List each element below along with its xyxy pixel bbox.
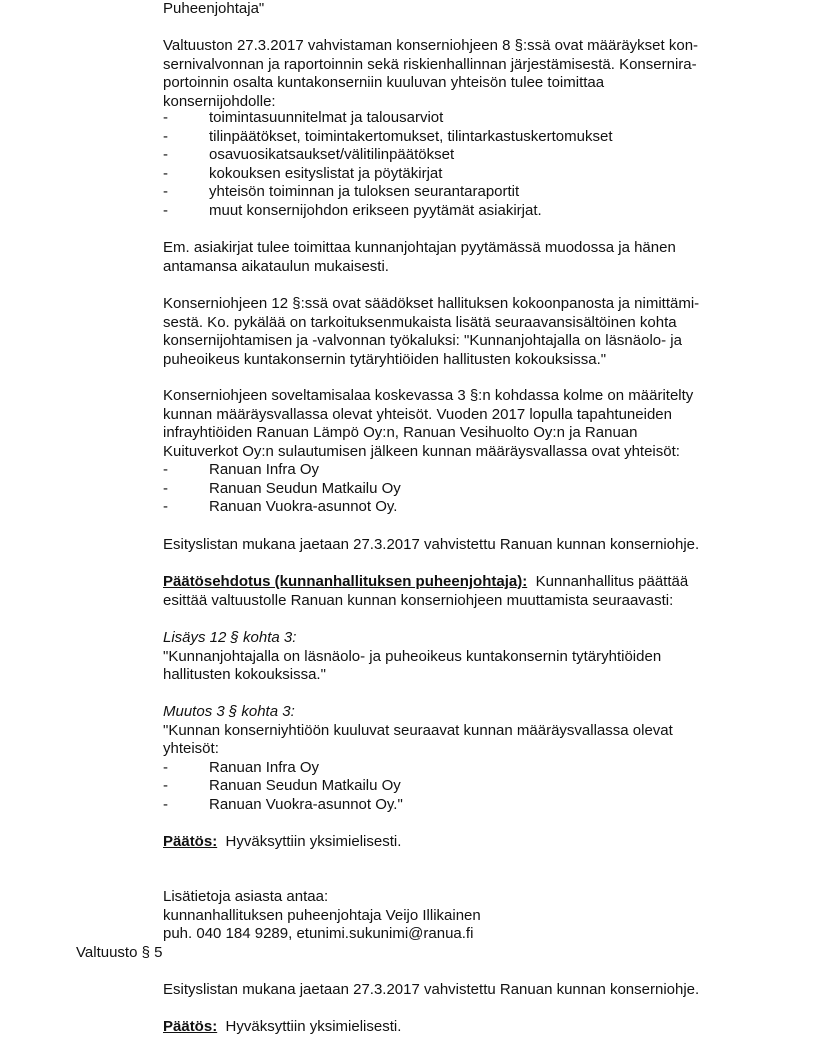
decision-label: Päätös: bbox=[163, 833, 218, 850]
proposal-text: Kunnanhallitus päättää bbox=[535, 573, 689, 590]
text-line: hallitusten kokouksissa." bbox=[163, 666, 326, 683]
amendment-change bbox=[163, 703, 743, 814]
bullet-dash: - bbox=[163, 479, 168, 497]
decision-proposal bbox=[163, 573, 743, 610]
bullet-dash: - bbox=[163, 183, 168, 200]
change-heading: Muutos 3 § kohta 3: bbox=[163, 703, 295, 720]
text-line: konsernijohtamisen ja -valvonnan työkaluksi: "Kunnanjohtajalla on läsnäolo- ja bbox=[163, 332, 682, 349]
text-line: Esityslistan mukana jaetaan 27.3.2017 vahvistettu Ranuan kunnan konserniohje. bbox=[163, 981, 700, 998]
text-line: Puheenjohtaja" bbox=[163, 0, 265, 17]
contact-person: kunnanhallituksen puheenjohtaja Veijo Illikainen bbox=[163, 906, 481, 924]
list-item-text: Ranuan Infra Oy bbox=[209, 758, 320, 776]
text-line: esittää valtuustolle Ranuan kunnan konserniohjeen muuttamista seuraavasti: bbox=[163, 591, 674, 609]
reporting-items-list bbox=[163, 109, 743, 220]
decision-label: Päätös: bbox=[163, 1018, 218, 1035]
text-line: "Kunnan konserniyhtiöön kuuluvat seuraavat kunnan määräysvallassa olevat bbox=[163, 721, 673, 739]
list-item-text: Ranuan Infra Oy bbox=[209, 461, 320, 478]
list-item bbox=[163, 146, 743, 165]
list-item-text: osavuosikatsaukset/välitilinpäätökset bbox=[209, 146, 455, 163]
list-item-text: Ranuan Vuokra-asunnot Oy. bbox=[209, 498, 398, 515]
text-line: kunnan määräysvallassa olevat yhteisöt. Vuoden 2017 lopulla tapahtuneiden bbox=[163, 405, 672, 423]
addition-heading: Lisäys 12 § kohta 3: bbox=[163, 629, 297, 646]
list-item bbox=[163, 183, 743, 202]
council-section-label: Valtuusto § 5 bbox=[76, 944, 163, 961]
contact-info bbox=[163, 888, 743, 944]
text-line bbox=[163, 573, 743, 592]
text-line: Konserniohjeen soveltamisalaa koskevassa 3 §:n kohdassa kolme on määritelty bbox=[163, 387, 694, 404]
bullet-dash: - bbox=[163, 758, 168, 776]
bullet-dash: - bbox=[163, 498, 168, 515]
paragraph-konserniohje-12 bbox=[163, 295, 743, 369]
list-item bbox=[163, 796, 743, 815]
list-item-text: Ranuan Seudun Matkailu Oy bbox=[209, 777, 401, 794]
list-item bbox=[163, 498, 743, 517]
list-item bbox=[163, 480, 743, 499]
bullet-dash: - bbox=[163, 109, 168, 126]
text-line bbox=[163, 833, 743, 852]
bullet-dash: - bbox=[163, 146, 168, 163]
text-line: portoinnin osalta kuntakonserniin kuuluvan yhteisön tulee toimittaa bbox=[163, 74, 605, 91]
proposal-label: Päätösehdotus (kunnanhallituksen puheenjohtaja): bbox=[163, 573, 528, 590]
text-line: konsernijohdolle: bbox=[163, 92, 276, 110]
bullet-dash: - bbox=[163, 127, 168, 145]
list-item-text: toimintasuunnitelmat ja talousarviot bbox=[209, 109, 444, 126]
decision-text: Hyväksyttiin yksimielisesti. bbox=[225, 833, 402, 850]
list-item bbox=[163, 109, 743, 128]
council-decision bbox=[163, 1018, 743, 1037]
list-item-text: Ranuan Vuokra-asunnot Oy." bbox=[209, 795, 403, 813]
amendment-addition bbox=[163, 629, 743, 685]
bullet-dash: - bbox=[163, 201, 168, 219]
list-item-text: yhteisön toiminnan ja tuloksen seurantaraportit bbox=[209, 183, 520, 200]
council-attachment-note bbox=[163, 981, 743, 1000]
list-item bbox=[163, 777, 743, 796]
text-line: "Kunnanjohtajalla on läsnäolo- ja puheoikeus kuntakonsernin tytäryhtiöiden bbox=[163, 647, 662, 665]
text-line: Em. asiakirjat tulee toimittaa kunnanjohtajan pyytämässä muodossa ja hänen bbox=[163, 239, 676, 256]
bullet-dash: - bbox=[163, 777, 168, 794]
text-line: Valtuuston 27.3.2017 vahvistaman konserniohjeen 8 §:ssä ovat määräykset kon- bbox=[163, 37, 699, 54]
paragraph-document-delivery bbox=[163, 239, 743, 276]
bullet-dash: - bbox=[163, 164, 168, 182]
previous-paragraph-continuation bbox=[163, 0, 743, 19]
list-item bbox=[163, 128, 743, 147]
companies-list bbox=[163, 461, 743, 517]
bullet-dash: - bbox=[163, 795, 168, 813]
text-line: yhteisöt: bbox=[163, 740, 219, 757]
paragraph-konserniohje-3 bbox=[163, 387, 743, 461]
list-item bbox=[163, 202, 743, 221]
text-line: antamansa aikataulun mukaisesti. bbox=[163, 257, 389, 275]
text-line: Kuituverkot Oy:n sulautumisen jälkeen kunnan määräysvallassa ovat yhteisöt: bbox=[163, 442, 680, 460]
list-item bbox=[163, 759, 743, 778]
attachment-note bbox=[163, 536, 743, 555]
text-line: Konserniohjeen 12 §:ssä ovat säädökset hallituksen kokoonpanosta ja nimittämi- bbox=[163, 295, 700, 312]
list-item bbox=[163, 461, 743, 480]
paragraph-konserniohje-8 bbox=[163, 37, 743, 111]
text-line: puheoikeus kuntakonsernin tytäryhtiöiden hallitusten kokouksissa." bbox=[163, 350, 607, 368]
text-line: infrayhtiöiden Ranuan Lämpö Oy:n, Ranuan Vesihuolto Oy:n ja Ranuan bbox=[163, 424, 638, 441]
list-item-text: muut konsernijohdon erikseen pyytämät asiakirjat. bbox=[209, 201, 542, 219]
list-item-text: Ranuan Seudun Matkailu Oy bbox=[209, 479, 401, 497]
decision bbox=[163, 833, 743, 852]
bullet-dash: - bbox=[163, 461, 168, 478]
text-line: Esityslistan mukana jaetaan 27.3.2017 vahvistettu Ranuan kunnan konserniohje. bbox=[163, 536, 700, 553]
list-item bbox=[163, 165, 743, 184]
text-line bbox=[163, 1018, 743, 1037]
text-line: sestä. Ko. pykälää on tarkoituksenmukaista lisätä seuraavansisältöinen kohta bbox=[163, 313, 677, 331]
decision-text: Hyväksyttiin yksimielisesti. bbox=[225, 1018, 402, 1035]
list-item-text: kokouksen esityslistat ja pöytäkirjat bbox=[209, 164, 443, 182]
contact-details: puh. 040 184 9289, etunimi.sukunimi@ranua.fi bbox=[163, 925, 474, 942]
text-line: sernivalvonnan ja raportoinnin sekä riskienhallinnan järjestämisestä. Konsernira- bbox=[163, 55, 697, 73]
list-item-text: tilinpäätökset, toimintakertomukset, tilintarkastuskertomukset bbox=[209, 127, 613, 145]
contact-intro: Lisätietoja asiasta antaa: bbox=[163, 888, 329, 905]
